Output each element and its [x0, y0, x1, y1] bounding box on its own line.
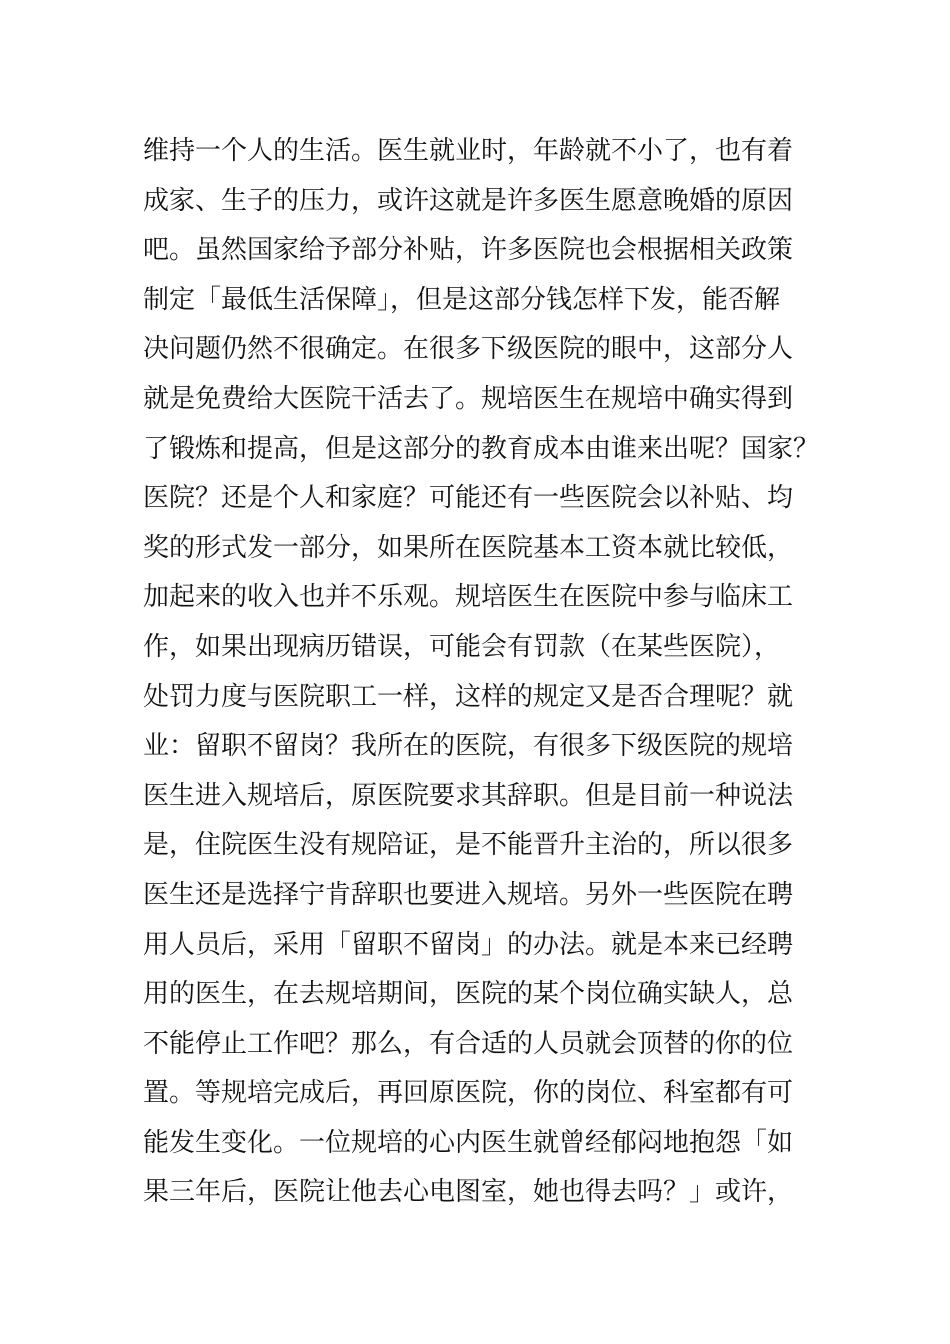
text-line-13: 业：留职不留岗？我所在的医院，有很多下级医院的规培 — [143, 731, 794, 762]
text-line-15: 是，住院医生没有规陪证，是不能晋升主治的，所以很多 — [143, 830, 794, 861]
text-line-9: 奖的形式发一部分，如果所在医院基本工资本就比较低， — [143, 532, 794, 563]
text-line-1: 维持一个人的生活。医生就业时，年龄就不小了，也有着 — [143, 136, 794, 166]
text-line-4: 制定「最低生活保障」，但是这部分钱怎样下发，能否解 — [143, 284, 781, 315]
text-line-21: 能发生变化。一位规培的心内医生就曾经郁闷地抱怨「如 — [143, 1127, 794, 1158]
text-line-17: 用人员后，采用「留职不留岗」的办法。就是本来已经聘 — [143, 929, 794, 960]
text-line-6: 就是免费给大医院干活去了。规培医生在规培中确实得到 — [143, 383, 794, 414]
text-line-3: 吧。虽然国家给予部分补贴，许多医院也会根据相关政策 — [143, 235, 794, 266]
text-line-20: 置。等规培完成后，再回原医院，你的岗位、科室都有可 — [143, 1078, 794, 1109]
body-text — [143, 127, 823, 1218]
text-line-14: 医生进入规培后，原医院要求其辞职。但是目前一种说法 — [143, 780, 794, 811]
text-line-10: 加起来的收入也并不乐观。规培医生在医院中参与临床工 — [143, 582, 794, 613]
text-line-16: 医生还是选择宁肯辞职也要进入规培。另外一些医院在聘 — [143, 879, 794, 910]
text-line-2: 成家、生子的压力，或许这就是许多医生愿意晚婚的原因 — [143, 185, 794, 216]
text-line-7: 了锻炼和提高，但是这部分的教育成本由谁来出呢？国家？ — [143, 433, 820, 464]
text-line-19: 不能停止工作吧？那么，有合适的人员就会顶替的你的位 — [143, 1028, 794, 1059]
text-line-11: 作，如果出现病历错误，可能会有罚款（在某些医院）， — [143, 631, 781, 662]
text-line-5: 决问题仍然不很确定。在很多下级医院的眼中，这部分人 — [143, 334, 794, 365]
text-line-8: 医院？还是个人和家庭？可能还有一些医院会以补贴、均 — [143, 483, 794, 514]
text-line-18: 用的医生，在去规培期间，医院的某个岗位确实缺人，总 — [143, 979, 794, 1010]
text-line-22: 果三年后，医院让他去心电图室，她也得去吗？」或许， — [143, 1177, 794, 1208]
text-line-12: 处罚力度与医院职工一样，这样的规定又是否合理呢？就 — [143, 681, 794, 712]
